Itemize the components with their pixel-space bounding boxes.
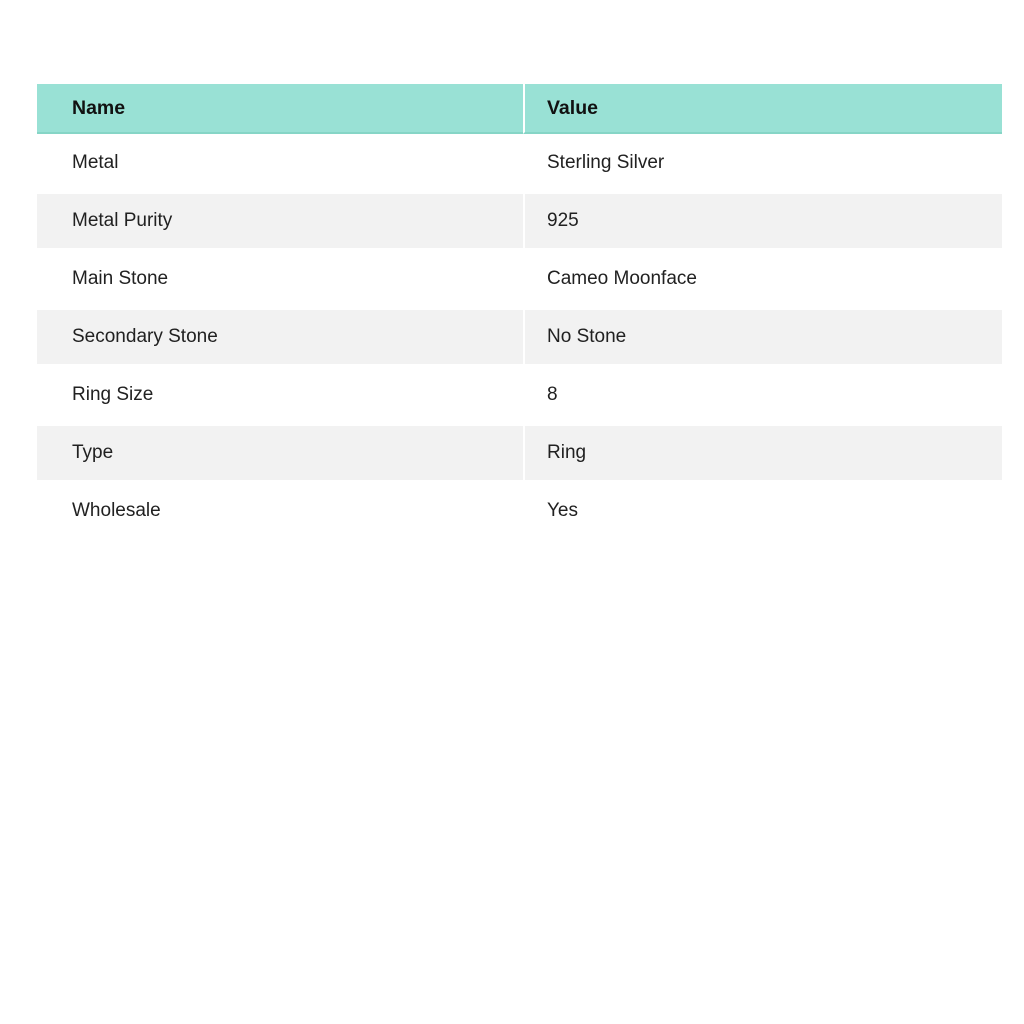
table-row [37, 366, 1002, 424]
table-row [37, 134, 1002, 192]
attribute-value-cell: Sterling Silver [523, 134, 1002, 192]
table-header [37, 84, 1002, 134]
table-row [37, 424, 1002, 482]
table-row [37, 192, 1002, 250]
attribute-name-cell: Wholesale [37, 482, 523, 540]
table-row [37, 308, 1002, 366]
table-body [37, 134, 1002, 540]
attribute-name-cell: Type [37, 424, 523, 482]
attribute-name-cell: Metal [37, 134, 523, 192]
attribute-name-cell: Secondary Stone [37, 308, 523, 366]
table-row [37, 250, 1002, 308]
table-row [37, 482, 1002, 540]
attribute-value-cell: 8 [523, 366, 1002, 424]
column-header-name: Name [37, 84, 523, 134]
attribute-name-cell: Ring Size [37, 366, 523, 424]
attribute-value-cell: No Stone [523, 308, 1002, 366]
table-header-row [37, 84, 1002, 134]
attribute-value-cell: Cameo Moonface [523, 250, 1002, 308]
attribute-name-cell: Metal Purity [37, 192, 523, 250]
attribute-value-cell: Yes [523, 482, 1002, 540]
column-header-value: Value [523, 84, 1002, 134]
attribute-name-cell: Main Stone [37, 250, 523, 308]
attribute-value-cell: 925 [523, 192, 1002, 250]
product-attributes-table [37, 84, 1002, 540]
attribute-value-cell: Ring [523, 424, 1002, 482]
